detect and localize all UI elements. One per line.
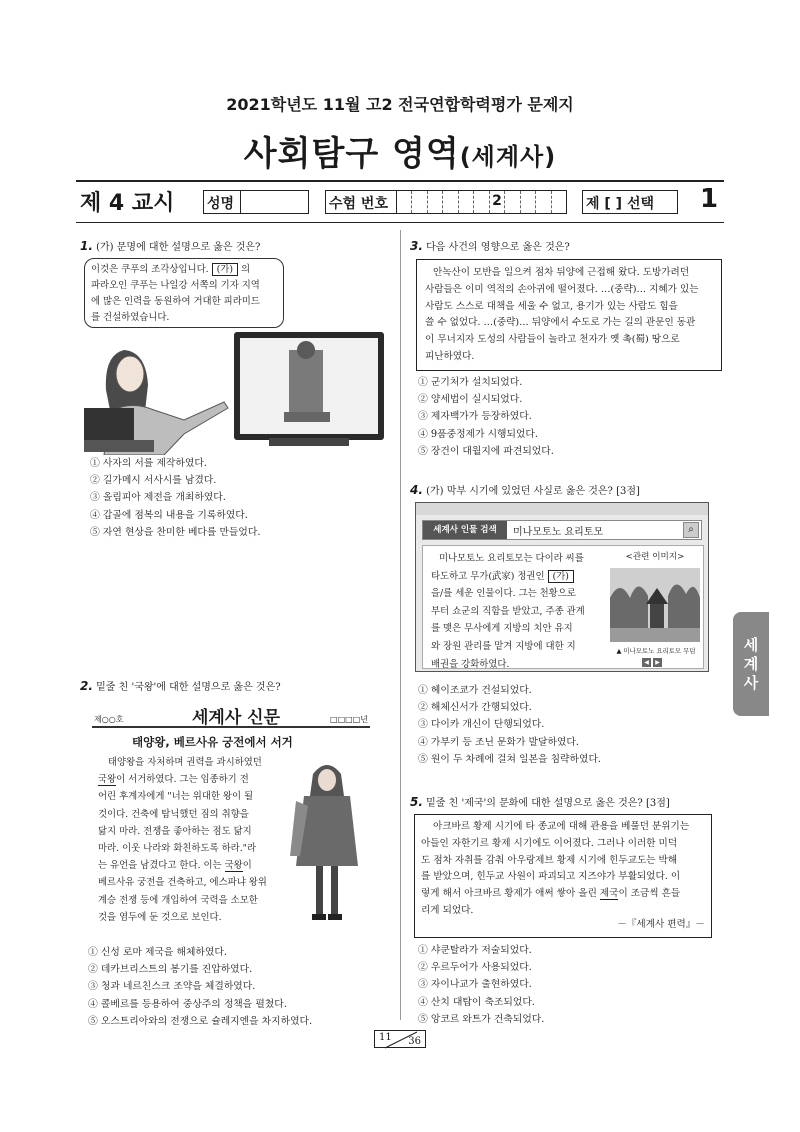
choice-2[interactable]: ② 길가메시 서사시를 남겼다.: [90, 475, 217, 487]
exam-digit[interactable]: [443, 191, 458, 213]
source-citation: －『세계사 편력』－: [617, 919, 705, 931]
speech-bubble: 이것은 쿠푸의 조각상입니다. (가) 의 파라오인 쿠푸는 나일강 서쪽의 기자 지역 에 많은 인력을 동원하여 거대한 피라미드 를 건설하였습니다.: [84, 258, 284, 328]
question-5-choices: [418, 942, 544, 1028]
search-label: 세계사 인물 검색: [423, 521, 507, 539]
page-counter: [374, 1030, 426, 1048]
blank-ga: (가): [212, 263, 238, 276]
question-4-title: 4. (가) 막부 시기에 있었던 사실로 옳은 것은? [3점]: [410, 483, 640, 497]
underlined-empire: 제국: [599, 888, 619, 900]
exam-number-cells: [396, 191, 566, 213]
teacher-presentation-illustration: [84, 330, 394, 455]
underlined-king: 국왕: [98, 774, 117, 786]
exam-subtitle: 2021학년도 11월 고2 전국연합학력평가 문제지: [226, 95, 574, 114]
choice-4[interactable]: ④ 가부키 등 조닌 문화가 발달하였다.: [418, 736, 579, 748]
exam-digit[interactable]: [474, 191, 489, 213]
choice-4[interactable]: ④ 산치 대탑이 축조되었다.: [418, 996, 535, 1008]
choice-1[interactable]: ① 신성 로마 제국을 해체하였다.: [88, 947, 227, 958]
question-2-choices: [88, 944, 312, 1030]
search-input[interactable]: 미나모토노 요리토모: [513, 527, 604, 538]
exam-digit[interactable]: [459, 191, 474, 213]
question-4-choices: [418, 682, 601, 768]
exam-digit[interactable]: [428, 191, 443, 213]
choice-3[interactable]: ③ 자이나교가 출현하였다.: [418, 979, 532, 991]
newspaper-clipping: [92, 704, 370, 929]
result-text: 미나모토노 요리토모는 다이라 씨를 타도하고 무가(武家) 정권인 (가) 을/를 세운 인물이다. 그는 천황으로 부터 쇼군의 직함을 받았고, 주종 관계 를 맺은 무사에게 지방의 치안 유지 와 장원 관리를 맡겨 지방에 대한 지 배권을 강화하였다.: [431, 553, 585, 670]
question-5-title: 5. 밑줄 친 '제국'의 문화에 대한 설명으로 옳은 것은? [3점]: [410, 795, 670, 809]
choice-3[interactable]: ③ 제자백가가 등장하였다.: [418, 411, 532, 423]
choice-5[interactable]: ⑤ 앙코르 와트가 건축되었다.: [418, 1013, 545, 1025]
image-navigation: [642, 658, 664, 667]
choice-5[interactable]: ⑤ 장건이 대월지에 파견되었다.: [418, 445, 554, 457]
choice-5[interactable]: ⑤ 오스트리아와의 전쟁으로 슐레지엔을 차지하였다.: [88, 1015, 313, 1027]
exam-number-label: 수험 번호: [329, 196, 388, 212]
question-2-title: 2. 밑줄 친 '국왕'에 대한 설명으로 옳은 것은?: [80, 679, 281, 693]
header-rule-bottom: [76, 222, 724, 223]
choice-3[interactable]: ③ 청과 네르친스크 조약을 체결하였다.: [88, 981, 256, 993]
choice-2[interactable]: ② 양세법이 실시되었다.: [418, 394, 523, 406]
exam-digit[interactable]: [412, 191, 427, 213]
search-bar[interactable]: [422, 520, 702, 540]
exam-digit[interactable]: [397, 191, 412, 213]
question-3-title: 3. 다음 사건의 영향으로 옳은 것은?: [410, 239, 570, 253]
tomb-photo: [610, 568, 700, 642]
name-label: 성명: [207, 196, 235, 212]
exam-digit[interactable]: 2: [490, 191, 505, 213]
exam-title-subject: (세계사): [459, 143, 557, 171]
exam-digit[interactable]: [552, 191, 566, 213]
question-3-choices: [418, 374, 554, 460]
subject-side-tab: 세 계 사: [733, 612, 769, 716]
choice-4[interactable]: ④ 9품중정제가 시행되었다.: [418, 428, 539, 440]
window-titlebar: [416, 503, 708, 515]
subject-select-label: 제 [ ] 선택: [586, 196, 654, 212]
choice-4[interactable]: ④ 갑골에 점복의 내용을 기록하였다.: [90, 509, 248, 521]
exam-period: 제 4 교시: [80, 191, 175, 216]
choice-2[interactable]: ② 우르두어가 사용되었다.: [418, 962, 532, 974]
next-arrow-icon[interactable]: ▶: [653, 658, 662, 667]
choice-5[interactable]: ⑤ 자연 현상을 찬미한 베다를 만들었다.: [90, 526, 261, 538]
choice-1[interactable]: ① 군기처가 설치되었다.: [418, 377, 523, 388]
blank-ga: (가): [548, 570, 574, 583]
exam-digit[interactable]: [505, 191, 520, 213]
choice-1[interactable]: ① 샤쿤탈라가 저술되었다.: [418, 945, 532, 956]
choice-3[interactable]: ③ 다이카 개신이 단행되었다.: [418, 719, 545, 731]
page-number: 1: [700, 184, 719, 214]
choice-1[interactable]: ① 헤이조쿄가 건설되었다.: [418, 685, 532, 696]
underlined-king: 국왕: [224, 860, 243, 872]
search-window: [415, 502, 709, 672]
exam-title: [0, 126, 800, 175]
question-1-choices: [90, 455, 260, 541]
choice-5[interactable]: ⑤ 원이 두 차례에 걸쳐 일본을 침략하였다.: [418, 753, 602, 765]
total-pages: 36: [408, 1036, 421, 1047]
subject-select-field[interactable]: [582, 190, 678, 214]
exam-number-field[interactable]: [325, 190, 567, 214]
source-passage: 안녹산이 모반을 일으켜 점차 뒤양에 근접해 왔다. 도방가려던 사람들은 이미 역적의 손아귀에 떨어졌다. …(중략)… 지혜가 있는 사람도 스스로 대책을 세울 수 없고, 용기가 있는 사람도 힘을 쓸 수 없었다. …(중략)… 뒤양에서 수도로 가는 길의 관문인 동관 이 무너지자 도성의 사람들이 놀라고 천자가 옛 촉(蜀) 땅으로 피난하였다.: [416, 259, 722, 371]
paper-issue: 제○○호: [94, 715, 124, 724]
louis-xiv-portrait: [288, 756, 366, 926]
headline: 태양왕, 베르사유 궁전에서 서거: [132, 735, 293, 749]
exam-digit[interactable]: [536, 191, 551, 213]
choice-2[interactable]: ② 해체신서가 간행되었다.: [418, 702, 532, 714]
column-divider: [400, 230, 401, 1020]
image-subcaption: ▲ 미나모토노 요리토모 무덤: [616, 647, 696, 655]
choice-4[interactable]: ④ 콜베르를 등용하여 중상주의 정책을 펼쳤다.: [88, 998, 287, 1010]
paper-name: 세계사 신문: [192, 708, 281, 728]
paper-date: □□□□년: [330, 715, 368, 724]
name-field[interactable]: [203, 190, 309, 214]
search-result-panel: [422, 545, 704, 669]
image-caption: <관련 이미지>: [625, 552, 685, 562]
choice-3[interactable]: ③ 올림피아 제전을 개최하였다.: [90, 492, 226, 504]
current-page: 11: [379, 1032, 392, 1043]
exam-title-main: 사회탐구 영역: [243, 134, 460, 174]
choice-1[interactable]: ① 사자의 서를 제작하였다.: [90, 458, 207, 469]
search-icon[interactable]: ⌕: [683, 522, 699, 538]
prev-arrow-icon[interactable]: ◀: [642, 658, 651, 667]
question-1-title: 1. (가) 문명에 대한 설명으로 옳은 것은?: [80, 239, 261, 253]
choice-2[interactable]: ② 데카브리스트의 봉기를 진압하였다.: [88, 964, 253, 976]
article-body: 태양왕을 자처하며 권력을 과시하였던 국왕이 서거하였다. 그는 임종하기 전 어린 후계자에게 "너는 위대한 왕이 될 것이다. 건축에 탐닉했던 짐의 취향을 닮지 마라. 전쟁을 좋아하는 점도 닮지 마라. 이웃 나라와 화친하도록 하라."라 는 유언을 남겼다고 한다. 이는 국왕이 베르사유 궁전을 건축하고, 에스파냐 왕위 계승 전쟁 등에 개입하여 국력을 소모한 것을 염두에 둔 것으로 보인다.: [98, 757, 267, 923]
header-rule-top: [76, 180, 724, 182]
exam-digit[interactable]: [521, 191, 536, 213]
source-passage: 아크바르 황제 시기에 타 종교에 대해 관용을 베풀던 분위기는 아들인 자한기르 황제 시기에도 이어졌다. 그러나 이러한 미덕 도 점차 자취를 감춰 아우랑제브 황제 시기에 힌두교도는 박해 를 받았으며, 힌두교 사원이 파괴되고 지즈야가 부활되었다. 이 렇게 해서 아크바르 황제가 애써 쌓아 올린 제국이 조금씩 흔들 리게 되었다. －『세계사 편력』－: [414, 814, 712, 938]
